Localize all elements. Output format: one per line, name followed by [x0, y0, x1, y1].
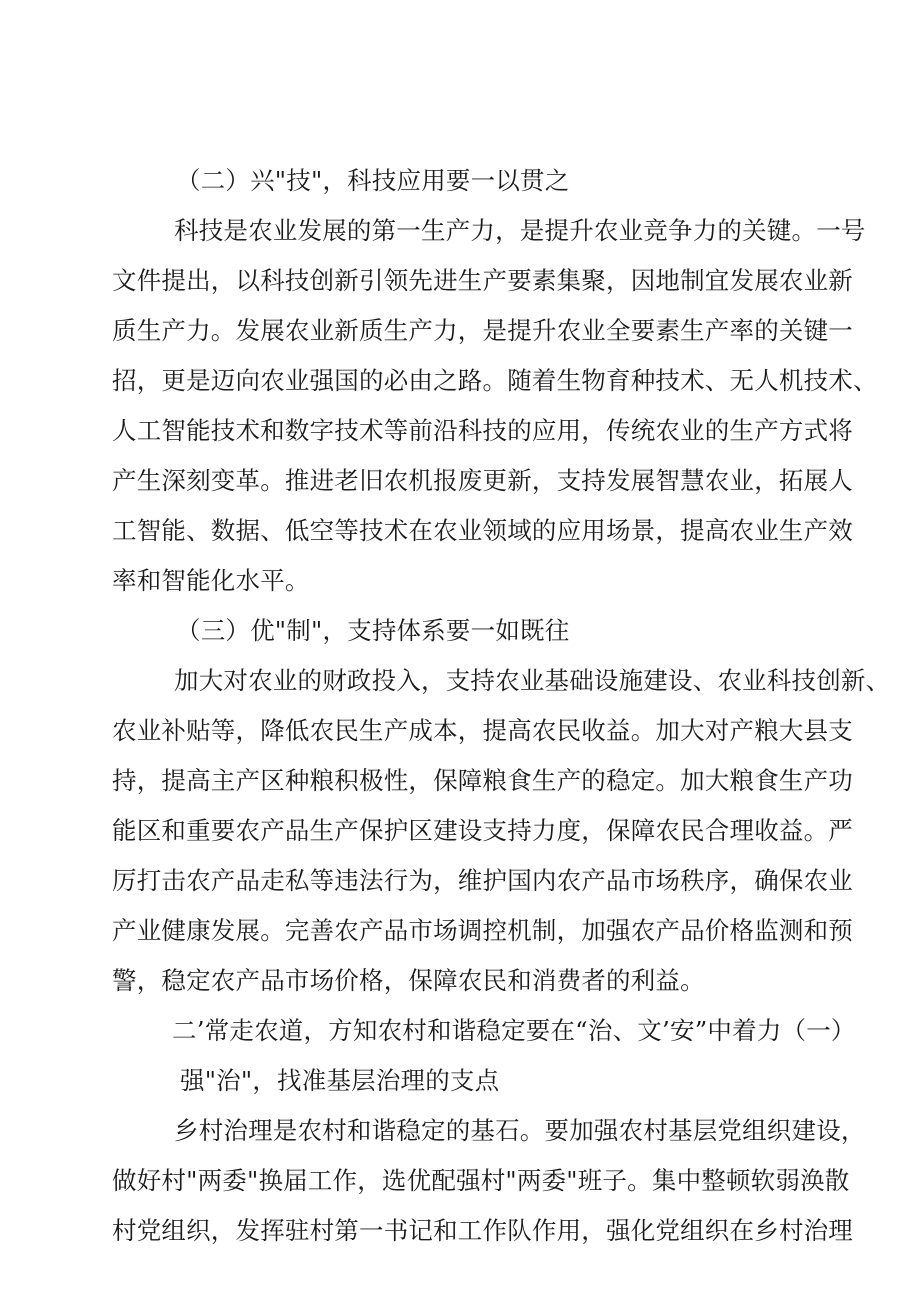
section-3-paragraph-line: 能区和重要农产品生产保护区建设支持力度，保障农民合理收益。严	[112, 816, 853, 845]
section-3-paragraph-line: 产业健康发展。完善农产品市场调控机制，加强农产品价格监测和预	[112, 916, 853, 945]
section-2-paragraph-line: 质生产力。发展农业新质生产力，是提升农业全要素生产率的关键一	[112, 316, 853, 345]
section-2-paragraph-line: 工智能、数据、低空等技术在农业领域的应用场景，提高农业生产效	[112, 516, 853, 545]
part-2-paragraph-line: 乡村治理是农村和谐稳定的基石。要加强农村基层党组织建设，	[174, 1116, 866, 1145]
part-2-paragraph-line: 做好村"两委"换届工作，选优配强村"两委"班子。集中整顿软弱涣散	[112, 1166, 850, 1195]
section-3-heading: （三）优"制"，支持体系要一如既往	[176, 616, 570, 645]
section-2-paragraph-line: 科技是农业发展的第一生产力，是提升农业竞争力的关键。一号	[174, 216, 866, 245]
section-3-paragraph-line: 持，提高主产区种粮积极性，保障粮食生产的稳定。加大粮食生产功	[112, 766, 853, 795]
section-2-paragraph-line: 文件提出，以科技创新引领先进生产要素集聚，因地制宜发展农业新	[112, 266, 853, 295]
part-2-paragraph-line: 村党组织，发挥驻村第一书记和工作队作用，强化党组织在乡村治理	[112, 1216, 853, 1245]
section-2-paragraph-line: 产生深刻变革。推进老旧农机报废更新，支持发展智慧农业，拓展人	[112, 466, 853, 495]
section-2-paragraph-line: 招，更是迈向农业强国的必由之路。随着生物育种技术、无人机技术、	[112, 366, 878, 395]
section-2-heading: （二）兴"技"，科技应用要一以贯之	[176, 166, 570, 195]
part-2-subheading: 强"治"，找准基层治理的支点	[180, 1066, 500, 1095]
section-3-paragraph-line: 加大对农业的财政投入，支持农业基础设施建设、农业科技创新、	[174, 666, 891, 695]
section-2-paragraph-line: 人工智能技术和数字技术等前沿科技的应用，传统农业的生产方式将	[112, 416, 853, 445]
part-2-heading: 二’常走农道，方知农村和谐稳定要在“治、文’安”中着力（一）	[172, 1016, 856, 1045]
section-3-paragraph-line: 厉打击农产品走私等违法行为，维护国内农产品市场秩序，确保农业	[112, 866, 853, 895]
section-3-paragraph-line: 农业补贴等，降低农民生产成本，提高农民收益。加大对产粮大县支	[112, 716, 853, 745]
section-2-paragraph-line: 率和智能化水平。	[112, 566, 310, 595]
section-3-paragraph-line: 警，稳定农产品市场价格，保障农民和消费者的利益。	[112, 966, 705, 995]
